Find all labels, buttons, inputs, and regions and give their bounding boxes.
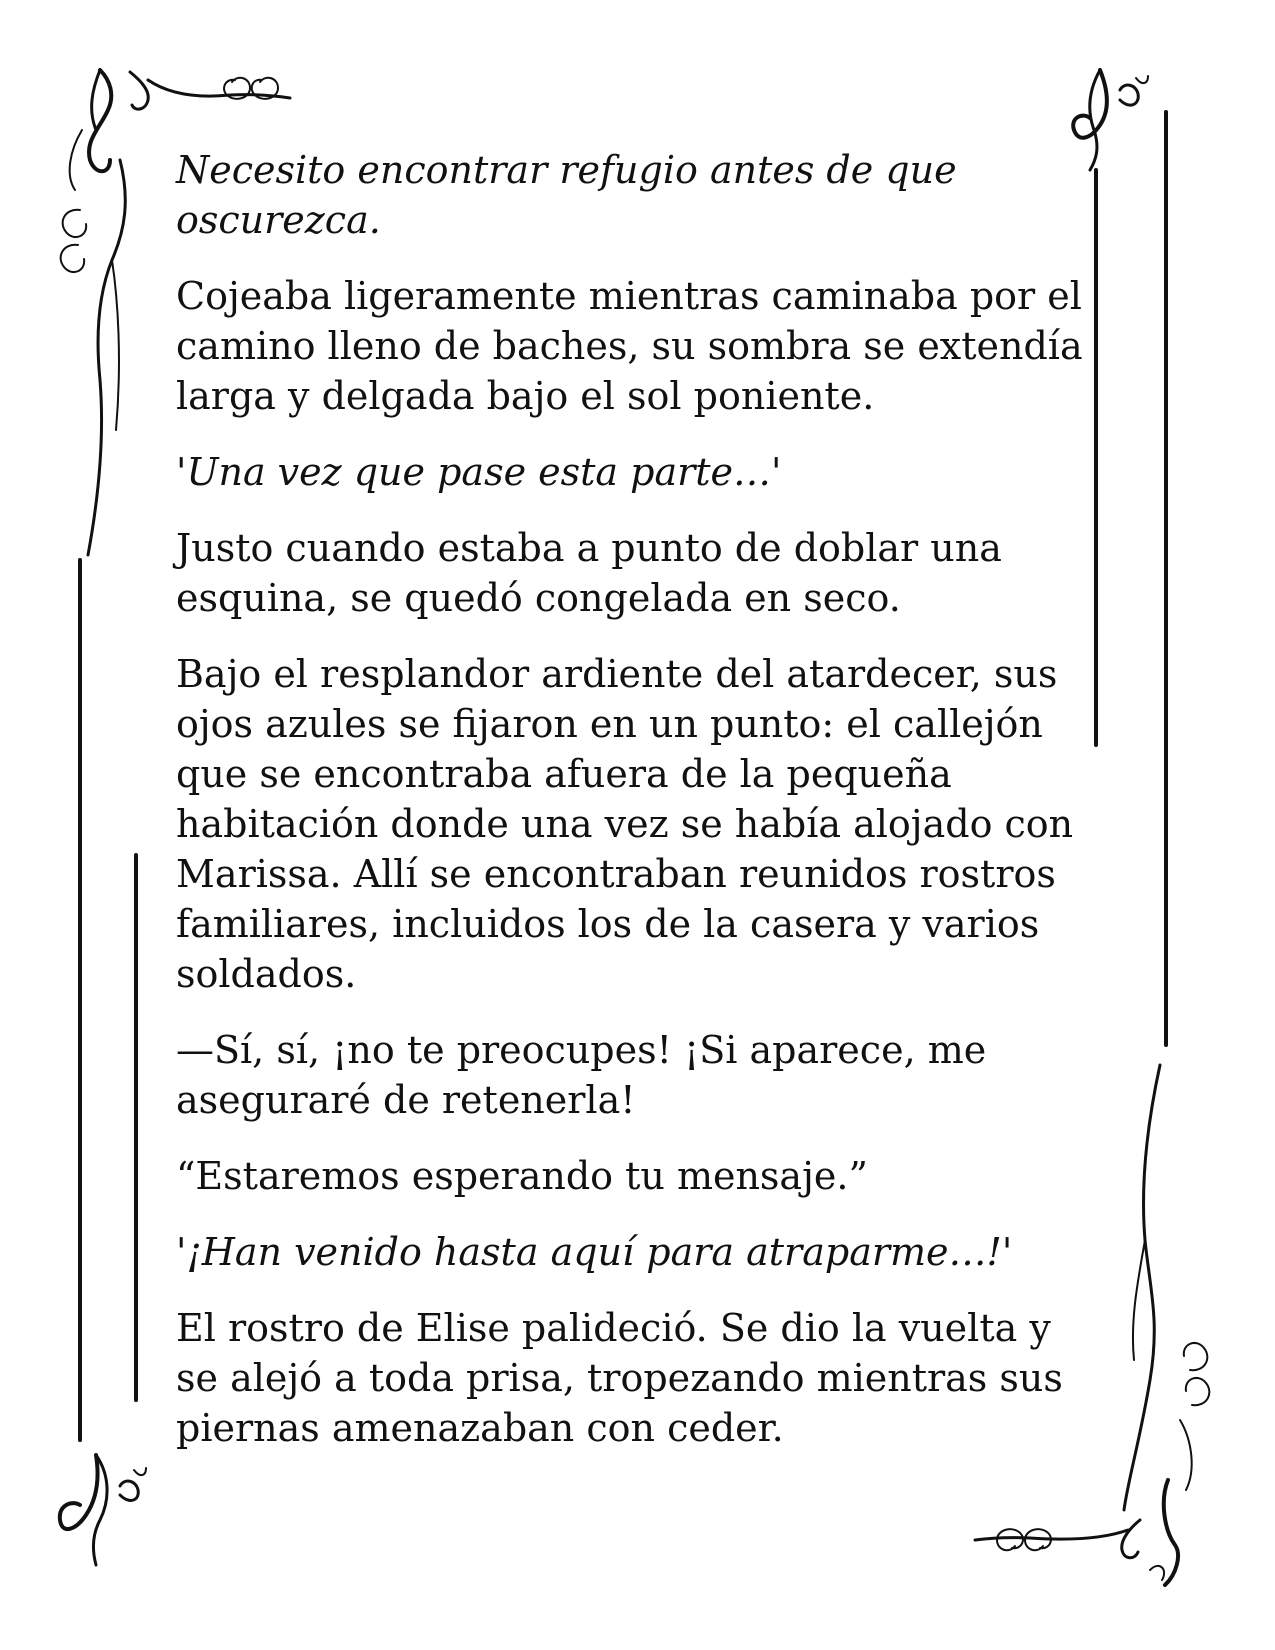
text-line: oscurezca. [176, 198, 381, 242]
text-line: aseguraré de retenerla! [176, 1078, 636, 1122]
paragraph-8 [176, 1227, 1116, 1277]
paragraph-6 [176, 1025, 1116, 1125]
text-line: se alejó a toda prisa, tropezando mientras sus [176, 1356, 1063, 1400]
paragraph-9 [176, 1303, 1116, 1453]
text-line: soldados. [176, 952, 357, 996]
text-line: El rostro de Elise palideció. Se dio la vuelta y [176, 1306, 1051, 1350]
text-line: familiares, incluidos los de la casera y varios [176, 902, 1040, 946]
paragraph-3 [176, 447, 1116, 497]
text-line: esquina, se quedó congelada en seco. [176, 576, 901, 620]
text-line: ojos azules se fijaron en un punto: el callejón [176, 702, 1043, 746]
text-line: —Sí, sí, ¡no te preocupes! ¡Si aparece, me [176, 1028, 987, 1072]
text-line: habitación donde una vez se había alojado con [176, 802, 1074, 846]
text-line: piernas amenazaban con ceder. [176, 1406, 784, 1450]
story-text [176, 145, 1116, 1479]
paragraph-2 [176, 271, 1116, 421]
paragraph-5 [176, 649, 1116, 999]
flourish-bottom-left-icon [60, 1455, 146, 1565]
paragraph-4 [176, 523, 1116, 623]
text-line: “Estaremos esperando tu mensaje.” [176, 1154, 868, 1198]
text-line: Justo cuando estaba a punto de doblar una [176, 526, 1002, 570]
text-line: que se encontraba afuera de la pequeña [176, 752, 952, 796]
text-line: Marissa. Allí se encontraban reunidos rostros [176, 852, 1056, 896]
text-line: Necesito encontrar refugio antes de que [176, 148, 957, 192]
text-line: '¡Han venido hasta aquí para atraparme…!' [176, 1230, 1013, 1274]
paragraph-1 [176, 145, 1116, 245]
text-line: Bajo el resplandor ardiente del atardecer, sus [176, 652, 1058, 696]
text-line: Cojeaba ligeramente mientras caminaba por el [176, 274, 1082, 318]
text-line: 'Una vez que pase esta parte…' [176, 450, 782, 494]
text-line: camino lleno de baches, su sombra se extendía [176, 324, 1083, 368]
paragraph-7 [176, 1151, 1116, 1201]
text-line: larga y delgada bajo el sol poniente. [176, 374, 875, 418]
